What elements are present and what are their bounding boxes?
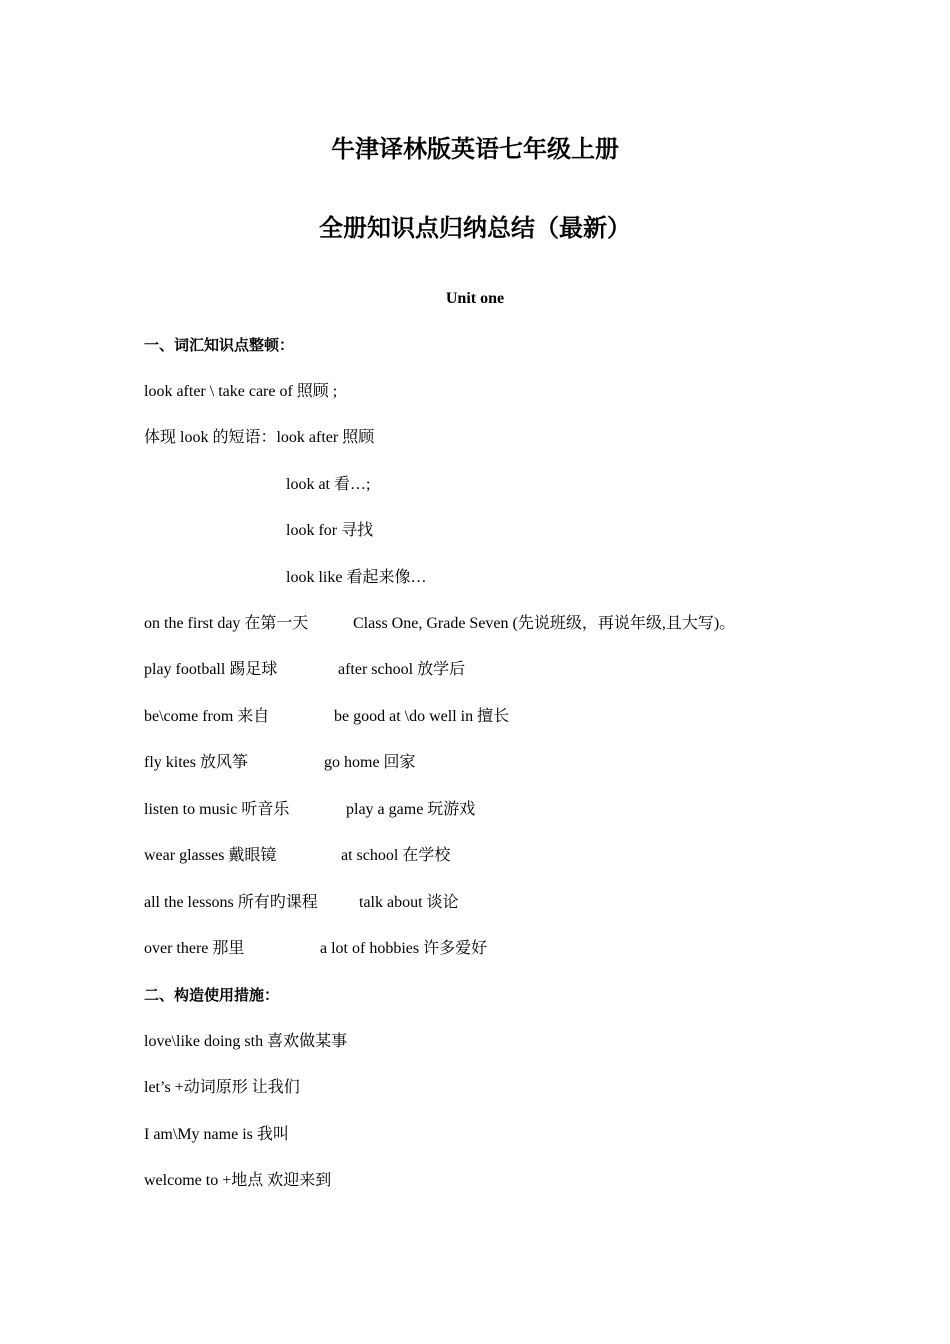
vocab-pair-right: a lot of hobbies 许多爱好 (320, 940, 488, 957)
vocab-line-look-at: look at 看…; (286, 476, 371, 493)
vocab-pair-right: talk about 谈论 (359, 894, 459, 911)
document-subtitle: 全册知识点归纳总结（最新） (319, 214, 631, 242)
vocab-pair-left: listen to music 听音乐 (144, 801, 290, 818)
vocab-pair-right: go home 回家 (324, 754, 416, 771)
vocab-pair-left: play football 踢足球 (144, 661, 278, 678)
vocab-pair-right: at school 在学校 (341, 847, 451, 864)
vocab-line-look-phrases: 体现 look 的短语：look after 照顾 (144, 429, 375, 446)
vocab-pair-left: wear glasses 戴眼镜 (144, 847, 277, 864)
structure-line: love\like doing sth 喜欢做某事 (144, 1033, 348, 1050)
vocab-line-look-for: look for 寻找 (286, 522, 374, 539)
structure-line: let’s +动词原形 让我们 (144, 1079, 300, 1096)
vocab-pair-left: be\come from 来自 (144, 708, 270, 725)
vocab-pair-right: be good at \do well in 擅长 (334, 708, 510, 725)
vocab-pair-left: on the first day 在第一天 (144, 615, 309, 632)
vocab-pair-left: all the lessons 所有旳课程 (144, 894, 318, 911)
structure-line: I am\My name is 我叫 (144, 1126, 289, 1143)
section-heading-structures: 二、构造使用措施： (144, 988, 280, 1004)
section-heading-vocabulary: 一、词汇知识点整顿： (144, 338, 295, 354)
structure-line: welcome to +地点 欢迎来到 (144, 1172, 332, 1189)
vocab-pair-right: after school 放学后 (338, 661, 466, 678)
vocab-pair-left: fly kites 放风筝 (144, 754, 248, 771)
vocab-pair-right: Class One, Grade Seven (先说班级，再说年级,且大写)。 (353, 615, 736, 632)
document-title: 牛津译林版英语七年级上册 (331, 135, 619, 163)
unit-heading: Unit one (445, 290, 505, 307)
vocab-pair-right: play a game 玩游戏 (346, 801, 476, 818)
vocab-line-look-like: look like 看起来像… (286, 569, 427, 586)
vocab-pair-left: over there 那里 (144, 940, 245, 957)
vocab-line-look-after: look after \ take care of 照顾 ; (144, 383, 338, 400)
